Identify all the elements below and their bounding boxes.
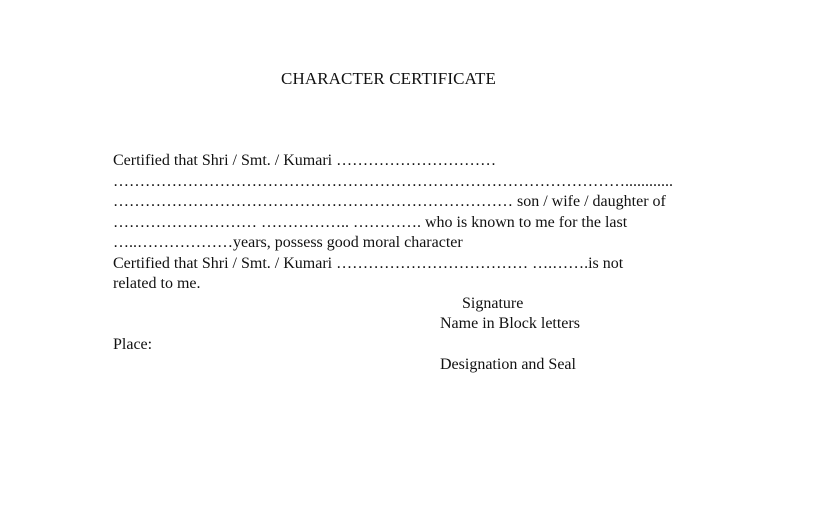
body-line: ……………………… …………….. …………. who is known to me for the last	[113, 213, 628, 231]
signature-label: Signature	[462, 295, 524, 312]
name-in-block-letters-label: Name in Block letters	[440, 315, 580, 332]
place-label: Place:	[113, 336, 153, 353]
certificate-title: CHARACTER CERTIFICATE	[281, 69, 497, 88]
body-line: Certified that Shri / Smt. / Kumari ……………………………… ….…….is not	[113, 254, 624, 272]
body-line: ……………………………………………………………………………………............	[113, 172, 673, 190]
body-line: …..………………years, possess good moral character	[113, 234, 463, 251]
body-line: ………………………………………………………………… son / wife / daughter of	[113, 193, 666, 210]
body-line: related to me.	[113, 275, 201, 292]
body-line: Certified that Shri / Smt. / Kumari …………………………	[113, 152, 497, 169]
certificate-body	[113, 151, 753, 295]
designation-and-seal-label: Designation and Seal	[440, 356, 576, 373]
